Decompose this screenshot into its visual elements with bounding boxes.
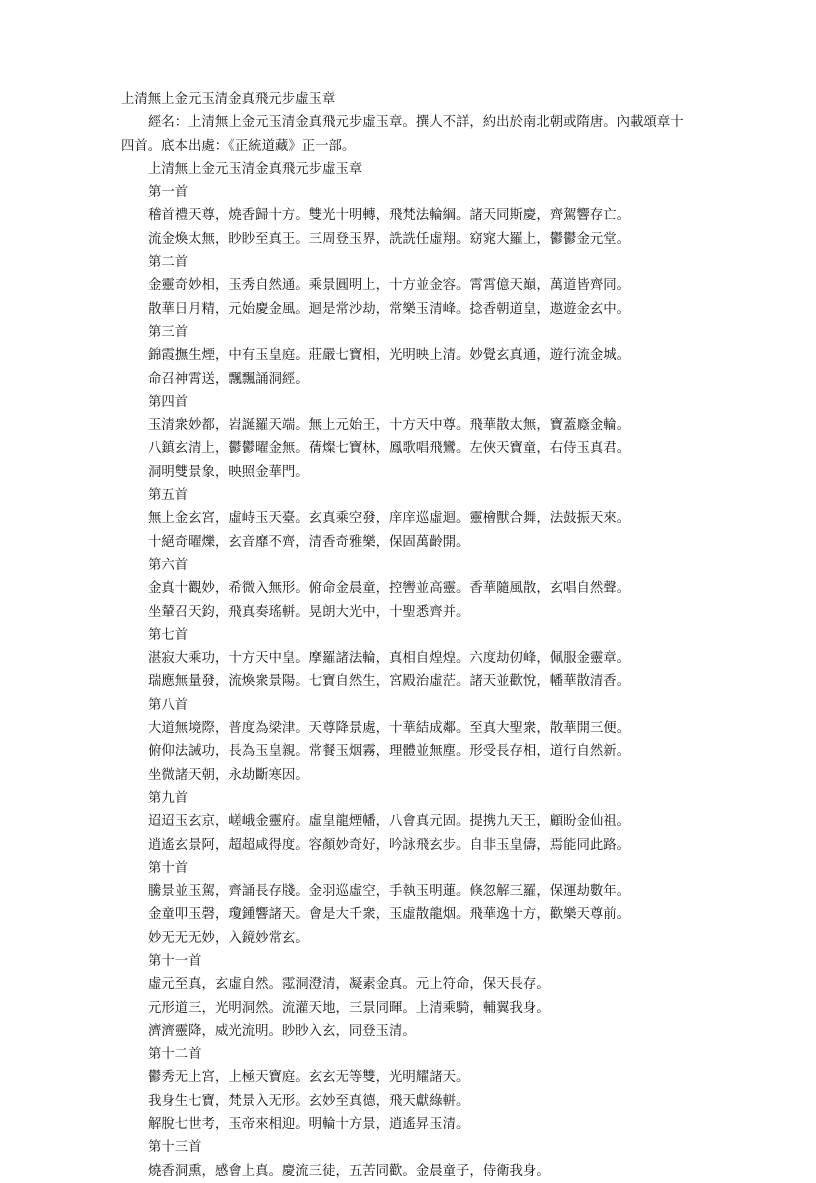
poem-line: 俯仰法誡功，長為玉皇親。常餐玉烟霧，理體並無塵。形受長存相，道行自然新。: [148, 744, 631, 760]
poem-section: [148, 391, 696, 484]
poem-section: [148, 554, 696, 624]
poem-heading: 第十三首: [148, 1140, 202, 1156]
poem-line: 錦霞撫生煙，中有玉皇庭。莊嚴七寶相，光明映上清。妙覺玄真通，遊行流金城。: [148, 348, 631, 364]
poem-heading: 第五首: [148, 488, 189, 504]
poem-line: 八鎮玄清上，鬱鬱曜金無。蒨燦七寶林，鳳歌唱飛鸞。左俠天寶童，右侍玉真君。: [148, 441, 631, 457]
poem-line: 坐輦召天鈞，飛真奏瑤軿。晃朗大光中，十聖悉齊并。: [148, 604, 470, 620]
document-page: [121, 88, 696, 1183]
poem-heading: 第八首: [148, 697, 189, 713]
poem-line: 金童叩玉磬，瓊鍾響諸天。會是大千衆，玉虛散龍烟。飛華逸十方，歡樂天尊前。: [148, 907, 631, 923]
poem-heading: 第四首: [148, 394, 189, 410]
poem-heading: 第十一首: [148, 953, 202, 969]
poem-section: [148, 787, 696, 857]
poem-line: 玉清衆妙都，岧誕羅天端。無上元始王，十方天中尊。飛華散太無，寶蓋廕金輪。: [148, 418, 631, 434]
document-subtitle: 上清無上金元玉清金真飛元步虛玉章: [148, 161, 363, 177]
poem-section: [148, 321, 696, 391]
poem-line: 無上金玄宮，虛峙玉天臺。玄真乘空發，庠庠巡虛迴。靈檜獸合舞，法鼓振天來。: [148, 511, 631, 527]
poem-line: 大道無境際，普度為梁津。天尊降景處，十華結成鄰。至真大聖衆，散華開三便。: [148, 721, 631, 737]
poem-line: 燒香洞熏，感會上真。慶流三徒，五苦同歡。金晨童子，侍衛我身。: [148, 1163, 550, 1179]
poem-line: 虛元至真，玄虛自然。霐洞澄清，凝素金真。元上符命，保天長存。: [148, 977, 550, 993]
document-intro: 經名：上清無上金元玉清金真飛元步虛玉章。撰人不詳，約出於南北朝或隋唐。內載頌章十四首。底本出處：《正統道藏》正一部。: [121, 115, 684, 154]
poem-section: [148, 624, 696, 694]
poem-line: 解脫七世考，玉帝來相迎。明輪十方景，逍遙昇玉清。: [148, 1117, 470, 1133]
poem-line: 騰景並玉駕，齊誦長存牋。金羽巡虛空，手執玉明蓮。倏忽解三羅，保運劫數年。: [148, 884, 631, 900]
poem-line: 稽首禮天尊，燒香歸十方。雙光十明轉，飛梵法輪綱。諸天同斯慶，齊駕響存亡。: [148, 208, 631, 224]
poem-line: 瑞應無量發，流煥衆景陽。七寶自然生，宮殿治虛茫。諸天並歡悅，幡華散清香。: [148, 674, 631, 690]
poem-line: 金真十觀妙，希微入無形。俯命金晨童，控轡並高靈。香華隨風散，玄唱自然聲。: [148, 581, 631, 597]
poem-line: 我身生七寶，梵景入无形。玄妙至真德，飛天獻綠軿。: [148, 1093, 470, 1109]
poem-line: 湛寂大乘功，十方天中皇。摩羅諸法輪，真相自煌煌。六度劫仞峰，佩服金靈章。: [148, 651, 631, 667]
poem-line: 逍遙玄景阿，超超咸得度。容顏妙奇好，吟詠飛玄步。自非玉皇儔，焉能同此路。: [148, 837, 631, 853]
poem-line: 流金煥太無，眇眇至真王。三周登玉界，詵詵任虛翔。窈窕大羅上，鬱鬱金元堂。: [148, 231, 631, 247]
poem-heading: 第六首: [148, 557, 189, 573]
section-list: [148, 181, 696, 1183]
poem-line: 妙无无无妙，入鏡妙常玄。: [148, 930, 309, 946]
poem-heading: 第二首: [148, 255, 189, 271]
poem-section: [148, 181, 696, 251]
poem-heading: 第一首: [148, 185, 189, 201]
poem-heading: 第七首: [148, 627, 189, 643]
poem-line: 命召神霄送，飄飄誦洞經。: [148, 371, 309, 387]
poem-section: [148, 857, 696, 950]
poem-section: [148, 694, 696, 787]
poem-line: 金靈奇妙相，玉秀自然通。乘景圓明上，十方並金容。霄霄億天巔，萬道皆齊同。: [148, 278, 631, 294]
poem-heading: 第十首: [148, 860, 189, 876]
poem-section: [148, 484, 696, 554]
poem-line: 坐微諸天朝，永劫斷寒因。: [148, 767, 309, 783]
poem-line: 洞明雙景象，映照金華門。: [148, 464, 309, 480]
document-body: [121, 158, 696, 1183]
poem-section: [148, 1043, 696, 1136]
poem-section: [148, 251, 696, 321]
poem-line: 迢迢玉玄京，嵯峨金靈府。虛皇龍煙幡，八會真元固。提携九天王，顧盼金仙祖。: [148, 814, 631, 830]
poem-line: 元形道三，光明洞然。流灌天地，三景同暉。上清乘騎，輔翼我身。: [148, 1000, 550, 1016]
poem-line: 鬱秀无上宮，上極天寶庭。玄玄无等雙，光明耀諸天。: [148, 1070, 470, 1086]
document-title: 上清無上金元玉清金真飛元步虛玉章: [121, 92, 336, 107]
poem-heading: 第三首: [148, 324, 189, 340]
poem-line: 濟濟靈降，威光流明。眇眇入玄，同登玉清。: [148, 1023, 416, 1039]
poem-section: [148, 950, 696, 1043]
poem-line: 散華日月精，元始慶金風。迴是常沙劫，常樂玉清峰。捻香朝道皇，遨遊金玄中。: [148, 301, 631, 317]
poem-section: [148, 1136, 696, 1183]
poem-heading: 第十二首: [148, 1047, 202, 1063]
poem-line: 十絕奇曜爍，玄音靡不齊，清香奇雅樂，保固萬齡開。: [148, 534, 470, 550]
poem-heading: 第九首: [148, 790, 189, 806]
